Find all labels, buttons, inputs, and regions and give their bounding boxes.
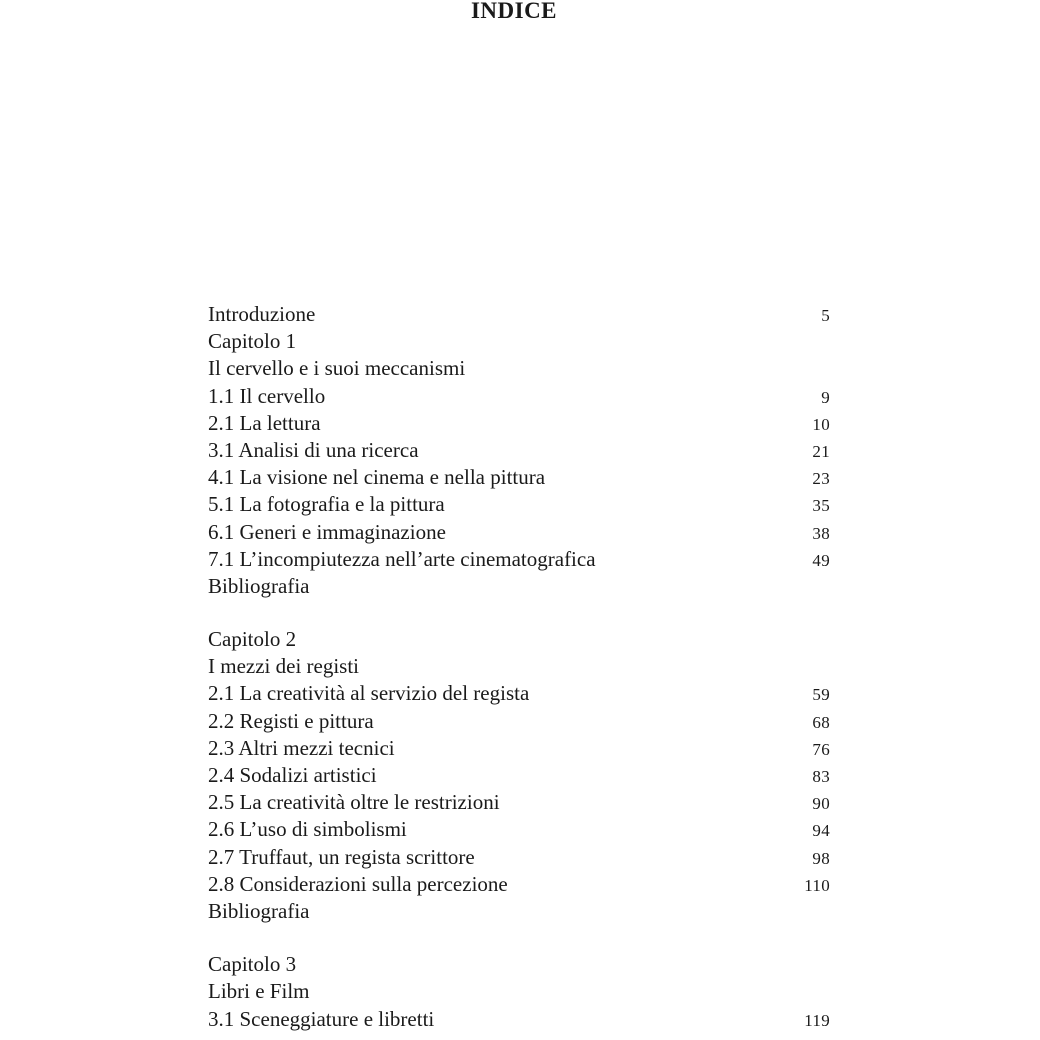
toc-entry-label: 2.6 L’uso di simbolismi [208,817,407,842]
toc-entry-page: 110 [804,875,830,895]
toc-entry-label: Capitolo 3 [208,952,297,977]
toc-entry [208,491,830,518]
toc-entry [208,626,830,653]
toc-entry-label: 7.1 L’incompiutezza nell’arte cinematografica [208,546,596,571]
toc-entry-label: Capitolo 2 [208,627,297,652]
toc-entry-label: Libri e Film [208,979,310,1004]
toc-entry-label: Bibliografia [208,573,310,598]
toc-entry-label: Capitolo 1 [208,329,297,354]
toc-entry [208,519,830,546]
toc-entry-label: Il cervello e i suoi meccanismi [208,356,466,381]
toc-section [208,301,830,600]
toc-entry-page: 49 [812,550,830,570]
toc-entry [208,301,830,328]
toc-entry-page: 10 [812,414,830,434]
toc-entry-page: 68 [812,712,830,732]
toc-entry [208,816,830,843]
toc-entry-label: 5.1 La fotografia e la pittura [208,492,445,517]
toc-entry-label: 2.2 Registi e pittura [208,708,374,733]
toc-entry [208,464,830,491]
toc-entry-label: 3.1 Sceneggiature e libretti [208,1006,435,1031]
toc-entry-page: 98 [812,848,830,868]
toc-entry-label: 2.1 La lettura [208,410,321,435]
table-of-contents [208,301,830,1033]
toc-entry-page: 9 [821,387,830,407]
toc-entry-page: 83 [812,767,830,786]
toc-entry [208,871,830,898]
toc-entry-page: 90 [812,794,830,814]
section-spacer [208,925,830,951]
toc-entry-label: 2.1 La creatività al servizio del regista [208,681,530,706]
toc-section [208,626,830,925]
toc-entry-label: I mezzi dei registi [208,654,360,679]
toc-entry [208,653,830,680]
toc-entry [208,328,830,355]
toc-entry-label: 4.1 La visione nel cinema e nella pittura [208,465,546,490]
toc-entry-label: 2.4 Sodalizi artistici [208,763,377,787]
toc-section [208,951,830,1033]
page-title: INDICE [470,0,558,23]
toc-entry-label: Introduzione [208,302,316,326]
toc-entry [208,951,830,978]
toc-entry [208,762,830,789]
toc-entry [208,735,830,762]
toc-entry-label: 3.1 Analisi di una ricerca [208,437,419,462]
toc-entry-page: 94 [812,821,830,841]
toc-entry-label: 2.7 Truffaut, un regista scrittore [208,844,475,869]
toc-entry-label: 2.5 La creatività oltre le restrizioni [208,790,500,815]
toc-entry [208,844,830,871]
toc-entry-page: 59 [812,685,830,705]
toc-entry-page: 5 [821,306,830,325]
toc-entry [208,1006,830,1033]
toc-entry [208,573,830,600]
toc-entry-label: 2.8 Considerazioni sulla percezione [208,871,508,896]
toc-entry [208,410,830,437]
toc-entry-page: 35 [812,496,830,516]
toc-entry [208,978,830,1005]
toc-entry [208,546,830,573]
toc-entry-page: 76 [812,739,830,759]
toc-entry [208,437,830,464]
toc-entry-label: 2.3 Altri mezzi tecnici [208,735,395,760]
toc-entry-page: 23 [812,469,830,489]
toc-entry-page: 38 [812,523,830,543]
toc-entry-label: Bibliografia [208,898,310,923]
toc-entry-label: 6.1 Generi e immaginazione [208,519,446,544]
toc-entry [208,355,830,382]
toc-entry [208,383,830,410]
section-spacer [208,600,830,626]
toc-entry-page: 119 [804,1010,830,1030]
toc-entry [208,680,830,707]
toc-entry [208,789,830,816]
toc-entry [208,708,830,735]
toc-entry [208,898,830,925]
toc-entry-page: 21 [812,441,830,461]
toc-entry-label: 1.1 Il cervello [208,383,326,408]
